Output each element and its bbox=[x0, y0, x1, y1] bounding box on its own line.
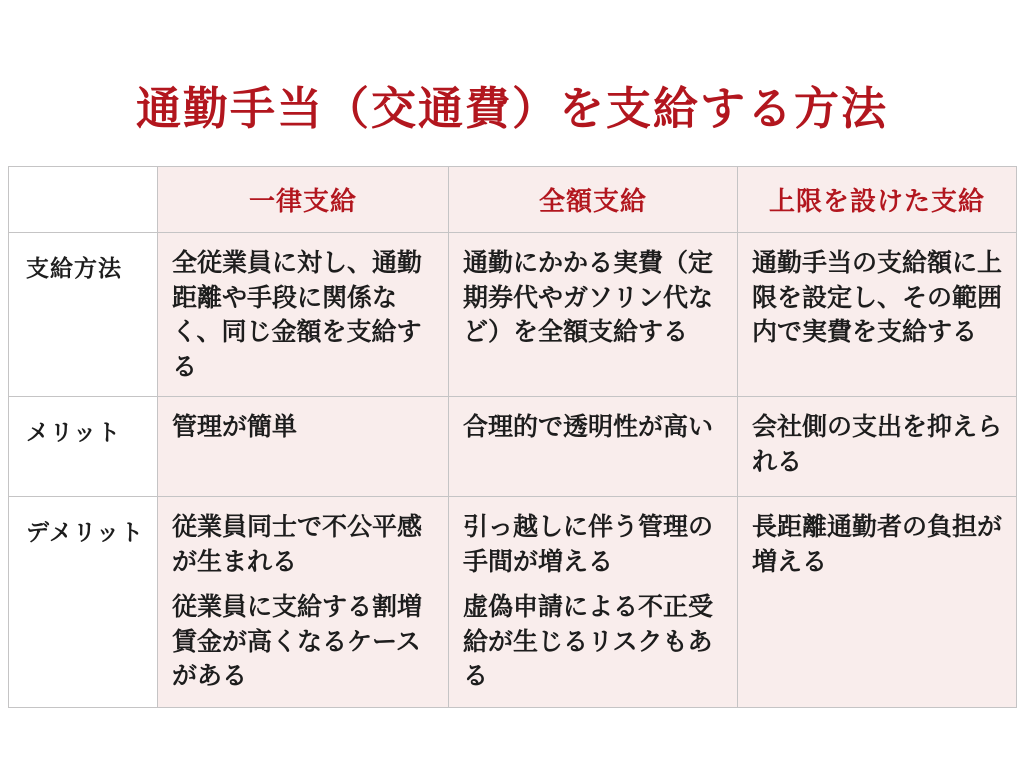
commute-allowance-comparison-table bbox=[8, 166, 1017, 708]
cell-paragraph: 全従業員に対し、通勤距離や手段に関係なく、同じ金額を支給する bbox=[172, 249, 423, 381]
table-header-row bbox=[9, 167, 1017, 233]
column-header-uniform-payment: 一律支給 bbox=[158, 167, 449, 233]
cell-paragraph: 虚偽申請による不正受給が生じるリスクもある bbox=[463, 593, 714, 690]
cell-paragraph: 引っ越しに伴う管理の手間が増える bbox=[463, 513, 714, 576]
cell-paragraph: 会社側の支出を抑えられる bbox=[752, 413, 1003, 476]
cell-merit-full bbox=[449, 397, 738, 497]
cell-merit-uniform bbox=[158, 397, 449, 497]
column-header-capped-payment: 上限を設けた支給 bbox=[738, 167, 1017, 233]
cell-paragraph: 従業員同士で不公平感が生まれる bbox=[172, 513, 423, 576]
row-label-merit: メリット bbox=[9, 397, 158, 497]
cell-payment-method-capped bbox=[738, 233, 1017, 397]
column-header-full-payment: 全額支給 bbox=[449, 167, 738, 233]
table-row-demerit bbox=[9, 497, 1017, 708]
cell-paragraph: 管理が簡単 bbox=[172, 413, 298, 441]
cell-paragraph: 合理的で透明性が高い bbox=[463, 413, 714, 441]
cell-paragraph: 通勤手当の支給額に上限を設定し、その範囲内で実費を支給する bbox=[752, 249, 1003, 346]
table-row-merit bbox=[9, 397, 1017, 497]
cell-payment-method-uniform bbox=[158, 233, 449, 397]
cell-demerit-capped bbox=[738, 497, 1017, 708]
corner-cell bbox=[9, 167, 158, 233]
cell-payment-method-full bbox=[449, 233, 738, 397]
cell-paragraph: 従業員に支給する割増賃金が高くなるケースがある bbox=[172, 593, 423, 690]
cell-demerit-full bbox=[449, 497, 738, 708]
page-title: 通勤手当（交通費）を支給する方法 bbox=[135, 83, 888, 134]
cell-paragraph: 通勤にかかる実費（定期券代やガソリン代など）を全額支給する bbox=[463, 249, 714, 346]
cell-merit-capped bbox=[738, 397, 1017, 497]
row-label-demerit: デメリット bbox=[9, 497, 158, 708]
table-row-payment-method bbox=[9, 233, 1017, 397]
cell-paragraph: 長距離通勤者の負担が増える bbox=[752, 513, 1003, 576]
cell-demerit-uniform bbox=[158, 497, 449, 708]
row-label-payment-method: 支給方法 bbox=[9, 233, 158, 397]
